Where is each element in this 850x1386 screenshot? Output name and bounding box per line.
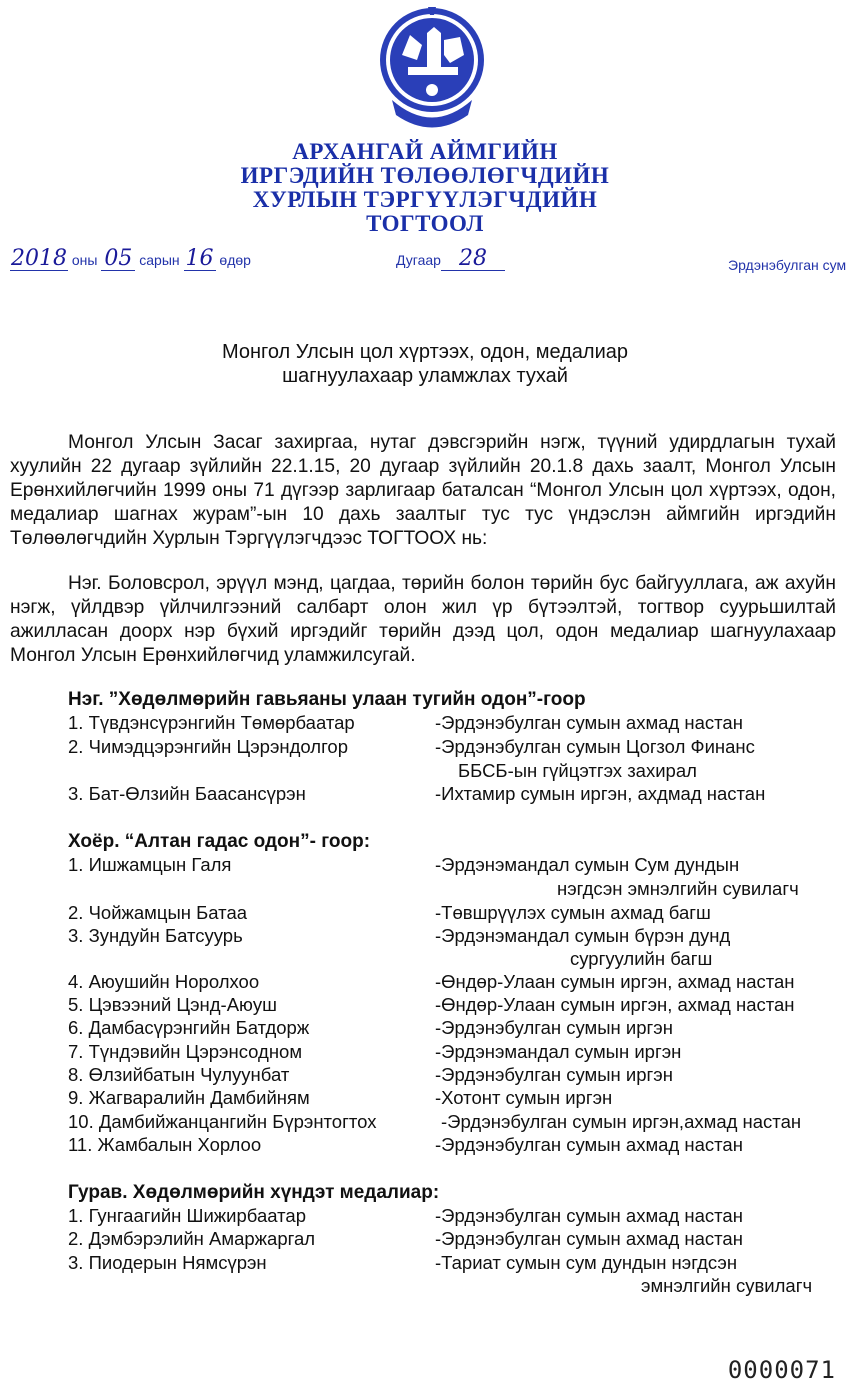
- award-recipient-desc-cont: ББСБ-ын гүйцэтгэх захирал: [458, 760, 697, 781]
- award-recipient-name: 5. Цэвээний Цэнд-Аюуш: [68, 994, 278, 1015]
- award-recipient-desc: -Эрдэнэбулган сумын иргэн: [435, 1064, 673, 1085]
- number-line: [396, 248, 505, 271]
- award-recipient-name: 7. Түндэвийн Цэрэнсодном: [68, 1041, 303, 1062]
- award-recipient-desc-cont: сургуулийн багш: [570, 948, 713, 969]
- award-recipient-desc: -Эрдэнэбулган сумын ахмад настан: [435, 1205, 743, 1226]
- date-year: 2018: [11, 246, 67, 271]
- award-recipient-desc: -Эрдэнэбулган сумын ахмад настан: [435, 1134, 743, 1155]
- subject-line-1: Монгол Улсын цол хүртээх, одон, медалиар: [221, 341, 629, 363]
- header-line-2: ИРГЭДИЙН ТӨЛӨӨЛӨГЧДИЙН: [240, 163, 610, 188]
- award-recipient-name: 11. Жамбалын Хорлоо: [68, 1134, 262, 1155]
- award-recipient-name: 3. Бат-Өлзийн Баасансүрэн: [68, 783, 306, 804]
- award-recipient-name: 2. Чимэдцэрэнгийн Цэрэндолгор: [68, 736, 348, 757]
- body-paragraph-2: [10, 572, 836, 668]
- award-recipient-name: 4. Аюушийн Норолхоо: [68, 971, 260, 992]
- state-emblem-icon: [372, 5, 492, 135]
- award-recipient-desc: -Эрдэнэбулган сумын Цогзол Финанс: [435, 736, 755, 757]
- date-line: [10, 248, 251, 271]
- paragraph-1-text: Монгол Улсын Засаг захиргаа, нутаг дэвсгэрийн нэгж, түүний удирдлагын тухай хуулийн 22 дугаар зүйлийн 22.1.15, 20 дугаар зүйлийн 20.1.8 дахь заалт, Монгол Улсын Ерөнхийлөгчийн 1999 оны 71 дүгээр зарлигаар баталсан “Монгол Улсын цол хүртээх, одон, медалиар шагнах журам”-ын 10 дахь заалтыг тус тус үндэслэн аймгийн иргэдийн Төлөөлөгчдийн Хурлын Тэргүүлэгчдээс ТОГТООХ нь:: [10, 432, 836, 549]
- award-recipient-name: 1. Гунгаагийн Шижирбаатар: [68, 1205, 306, 1226]
- award-recipient-desc: -Эрдэнэмандал сумын Сум дундын: [435, 854, 740, 875]
- award-recipient-name: 6. Дамбасүрэнгийн Батдорж: [68, 1017, 310, 1038]
- award-recipient-name: 8. Өлзийбатын Чулуунбат: [68, 1064, 290, 1085]
- award-recipient-name: 2. Дэмбэрэлийн Амаржаргал: [68, 1228, 316, 1249]
- award-recipient-desc: -Эрдэнэбулган сумын ахмад настан: [435, 1228, 743, 1249]
- section-1-title: Нэг. ”Хөдөлмөрийн гавьяаны улаан тугийн одон”-гоор: [68, 689, 586, 710]
- paragraph-2-text: Нэг. Боловсрол, эрүүл мэнд, цагдаа, төрийн болон төрийн бус байгууллага, аж ахуйн нэгж, үйлдвэр үйлчилгээний салбарт олон жил үр бүтээлтэй, тогтвор суурьшилтай ажилласан доорх нэр бүхий иргэдийг төрийн дээд цол, одон медалиар шагнуулахаар Монгол Улсын Ерөнхийлөгчид уламжилсугай.: [10, 573, 836, 666]
- document-serial-number: 0000071: [727, 1356, 836, 1384]
- header-line-4: ТОГТООЛ: [366, 211, 484, 236]
- award-recipient-desc: -Эрдэнэмандал сумын бүрэн дунд: [435, 925, 731, 946]
- award-recipient-name: 9. Жагваралийн Дамбийням: [68, 1087, 310, 1108]
- award-recipient-desc: -Эрдэнэмандал сумын иргэн: [435, 1041, 682, 1062]
- number-value: 28: [441, 248, 505, 271]
- section-3-title: Гурав. Хөдөлмөрийн хүндэт медалиар:: [68, 1182, 440, 1203]
- award-recipient-name: 3. Зундуйн Батсуурь: [68, 925, 243, 946]
- award-recipient-name: 1. Түвдэнсүрэнгийн Төмөрбаатар: [68, 712, 355, 733]
- subject-line-2: шагнуулахаар уламжлах тухай: [282, 365, 568, 387]
- award-recipient-desc-cont: нэгдсэн эмнэлгийн сувилагч: [557, 878, 799, 899]
- award-recipient-desc: -Ихтамир сумын иргэн, ахдмад настан: [435, 783, 766, 804]
- award-recipient-name: 2. Чойжамцын Батаа: [68, 902, 248, 923]
- date-day: 16: [185, 246, 214, 271]
- award-recipient-desc: -Эрдэнэбулган сумын иргэн: [435, 1017, 673, 1038]
- date-month: 05: [101, 248, 135, 271]
- header-line-3: ХУРЛЫН ТЭРГҮҮЛЭГЧДИЙН: [252, 187, 598, 212]
- award-recipient-desc: -Тариат сумын сум дундын нэгдсэн: [435, 1252, 738, 1273]
- award-recipient-name: 10. Дамбийжанцангийн Бүрэнтогтох: [68, 1111, 377, 1132]
- award-recipient-desc: -Өндөр-Улаан сумын иргэн, ахмад настан: [435, 971, 795, 992]
- date-day-suffix: өдөр: [219, 252, 251, 268]
- date-year-suffix: оны: [71, 252, 98, 268]
- award-recipient-desc: -Эрдэнэбулган сумын иргэн,ахмад настан: [441, 1111, 802, 1132]
- award-recipient-desc: -Хотонт сумын иргэн: [435, 1087, 613, 1108]
- date-month-suffix: сарын: [139, 252, 180, 268]
- award-recipient-name: 1. Ишжамцын Галя: [68, 854, 232, 875]
- award-recipient-desc: -Төвшрүүлэх сумын ахмад багш: [435, 902, 711, 923]
- section-2-title: Хоёр. “Алтан гадас одон”- гоор:: [68, 831, 371, 852]
- header-line-1: АРХАНГАЙ АЙМГИЙН: [292, 139, 558, 164]
- award-recipient-desc: -Эрдэнэбулган сумын ахмад настан: [435, 712, 743, 733]
- number-label: Дугаар: [396, 252, 441, 268]
- body-paragraph-1: [10, 431, 836, 551]
- award-recipient-desc: -Өндөр-Улаан сумын иргэн, ахмад настан: [435, 994, 795, 1015]
- award-recipient-name: 3. Пиодерын Нямсүрэн: [68, 1252, 267, 1273]
- place: Эрдэнэбулган сум: [728, 257, 847, 273]
- award-recipient-desc-cont: эмнэлгийн сувилагч: [641, 1275, 813, 1296]
